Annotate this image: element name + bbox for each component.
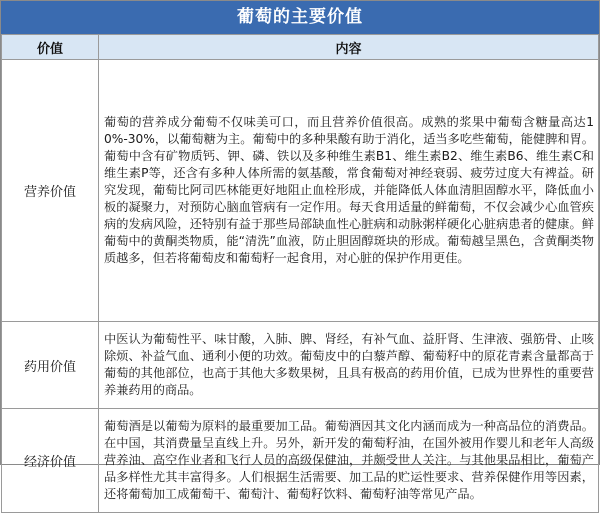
row-content: 葡萄酒是以葡萄为原料的最重要加工品。葡萄酒因其文化内涵而成为一种高品位的消费品。在中国，其消费量呈直线上升。另外，新开发的葡萄籽油，在国外被用作婴儿和老年人高级营养油、高空作业者和飞行人员的高级保健油，并颇受世人关注。与其他果品相比，葡萄产品多样性尤其丰富得多。人们根据生活需要、加工品的贮运性要求、营养保健作用等因素，还将葡萄加工成葡萄干、葡萄汁、葡萄籽饮料、葡萄籽油等常见产品。 [99, 409, 599, 513]
grape-value-table [1, 34, 599, 513]
row-label: 经济价值 [2, 409, 99, 513]
column-header-value: 价值 [2, 35, 99, 60]
row-content: 中医认为葡萄性平、味甘酸，入肺、脾、肾经，有补气血、益肝肾、生津液、强筋骨、止咳除烦、补益气血、通利小便的功效。葡萄皮中的白藜芦醇、葡萄籽中的原花青素含量都高于葡萄的其他部位，也高于其他大多数果树，且具有极高的药用价值，已成为世界性的重要营养兼药用的商品。 [99, 322, 599, 409]
table-row-economic [2, 409, 599, 513]
row-label: 营养价值 [2, 60, 99, 322]
table-title: 葡萄的主要价值 [1, 1, 599, 34]
row-label: 药用价值 [2, 322, 99, 409]
table-row-medicinal [2, 322, 599, 409]
table-header-row [2, 35, 599, 60]
table-row-nutrition [2, 60, 599, 322]
column-header-content: 内容 [99, 35, 599, 60]
row-content: 葡萄的营养成分葡萄不仅味美可口，而且营养价值很高。成熟的浆果中葡萄含糖量高达10%-30%，以葡萄糖为主。葡萄中的多种果酸有助于消化，适当多吃些葡萄，能健脾和胃。葡萄中含有矿物质钙、钾、磷、铁以及多种维生素B1、维生素B2、维生素B6、维生素C和维生素P等，还含有多种人体所需的氨基酸，常食葡萄对神经衰弱、疲劳过度大有裨益。研究发现，葡萄比阿司匹林能更好地阻止血栓形成，并能降低人体血清胆固醇水平，降低血小板的凝聚力，对预防心脑血管病有一定作用。每天食用适量的鲜葡萄，不仅会减少心血管疾病的发病风险，还特别有益于那些局部缺血性心脏病和动脉粥样硬化心脏病患者的健康。鲜葡萄中的黄酮类物质，能“清洗”血液，防止胆固醇斑块的形成。葡萄越呈黑色，含黄酮类物质越多，但若将葡萄皮和葡萄籽一起食用，对心脏的保护作用更佳。 [99, 60, 599, 322]
